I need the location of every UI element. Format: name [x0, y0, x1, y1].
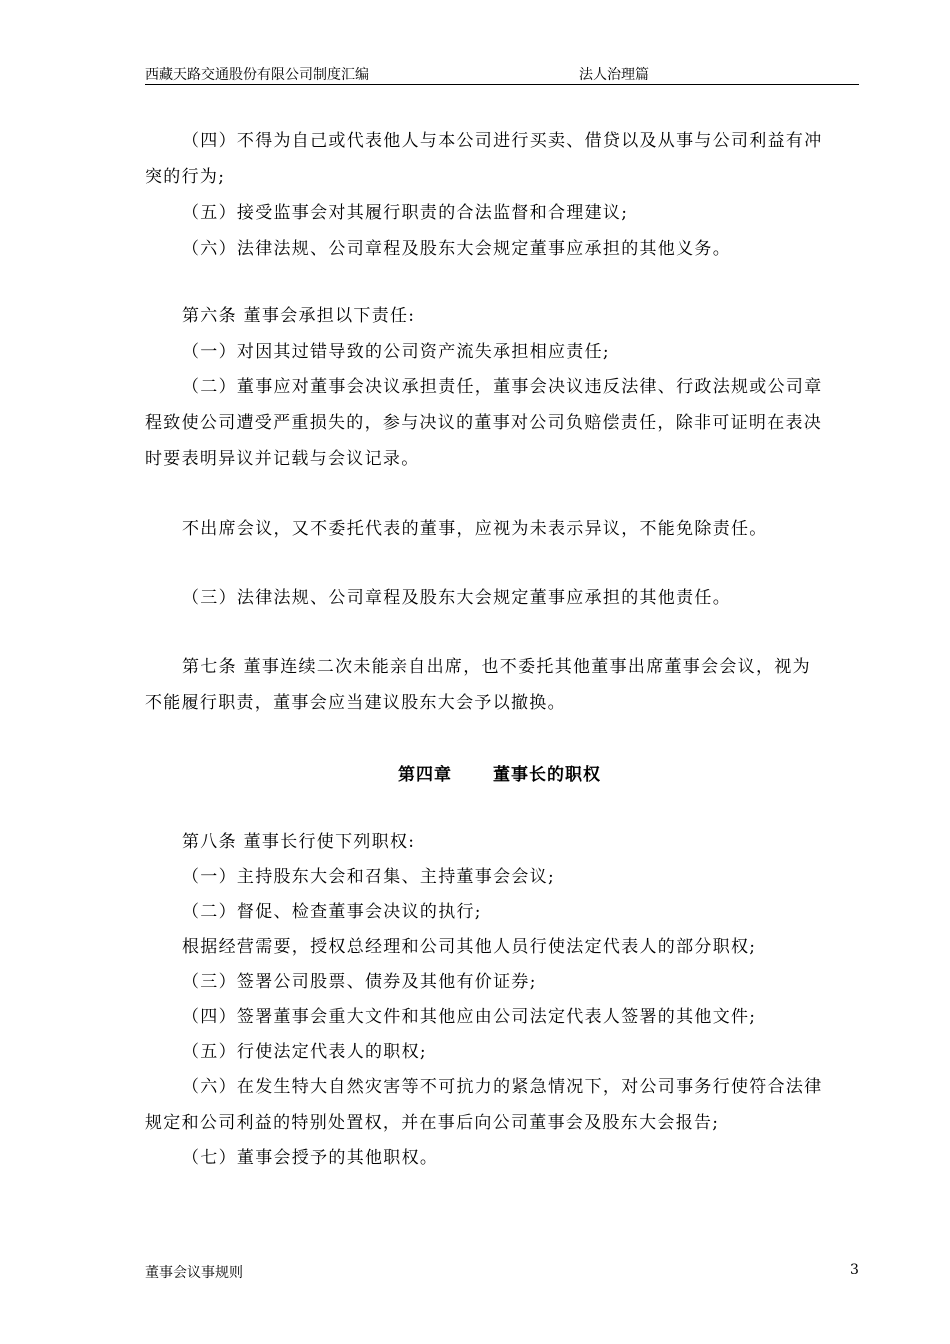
- paragraph-line: （六）在发生特大自然灾害等不可抗力的紧急情况下，对公司事务行使符合法律: [182, 1077, 823, 1097]
- header-section-title: 法人治理篇: [579, 67, 649, 83]
- paragraph-line: 不出席会议，又不委托代表的董事，应视为未表示异议，不能免除责任。: [182, 519, 768, 539]
- paragraph-line: 根据经营需要，授权总经理和公司其他人员行使法定代表人的部分职权;: [182, 937, 757, 957]
- paragraph-line: （五）行使法定代表人的职权;: [182, 1042, 427, 1062]
- paragraph-line: （一）对因其过错导致的公司资产流失承担相应责任;: [182, 342, 610, 362]
- paragraph-line: （一）主持股东大会和召集、主持董事会会议;: [182, 867, 556, 887]
- footer-document-title: 董事会议事规则: [145, 1265, 243, 1281]
- paragraph-line: 规定和公司利益的特别处置权，并在事后向公司董事会及股东大会报告;: [145, 1113, 720, 1133]
- article-six-title: 第六条 董事会承担以下责任:: [182, 306, 416, 326]
- paragraph-line: 不能履行职责，董事会应当建议股东大会予以撤换。: [145, 693, 566, 713]
- paragraph-line: 时要表明异议并记载与会议记录。: [145, 449, 420, 469]
- paragraph-line: （三）法律法规、公司章程及股东大会规定董事应承担的其他责任。: [182, 588, 731, 608]
- article-seven-title: 第七条 董事连续二次未能亲自出席，也不委托其他董事出席董事会会议，视为: [182, 657, 811, 677]
- paragraph-line: （六）法律法规、公司章程及股东大会规定董事应承担的其他义务。: [182, 239, 731, 259]
- paragraph-line: （二）董事应对董事会决议承担责任，董事会决议违反法律、行政法规或公司章: [182, 377, 823, 397]
- page-number: 3: [850, 1262, 859, 1278]
- paragraph-line: 突的行为;: [145, 167, 226, 187]
- paragraph-line: （四）签署董事会重大文件和其他应由公司法定代表人签署的其他文件;: [182, 1007, 757, 1027]
- chapter-number: 第四章: [398, 765, 452, 785]
- chapter-title: 董事长的职权: [493, 765, 601, 785]
- paragraph-line: （三）签署公司股票、债券及其他有价证券;: [182, 972, 537, 992]
- paragraph-line: （四）不得为自己或代表他人与本公司进行买卖、借贷以及从事与公司利益有冲: [182, 131, 823, 151]
- paragraph-line: 程致使公司遭受严重损失的，参与决议的董事对公司负赔偿责任，除非可证明在表决: [145, 413, 823, 433]
- article-eight-title: 第八条 董事长行使下列职权:: [182, 832, 416, 852]
- paragraph-line: （七）董事会授予的其他职权。: [182, 1148, 439, 1168]
- paragraph-line: （五）接受监事会对其履行职责的合法监督和合理建议;: [182, 203, 629, 223]
- paragraph-line: （二）督促、检查董事会决议的执行;: [182, 902, 482, 922]
- page-header: [145, 62, 859, 85]
- header-company-title: 西藏天路交通股份有限公司制度汇编: [145, 67, 369, 83]
